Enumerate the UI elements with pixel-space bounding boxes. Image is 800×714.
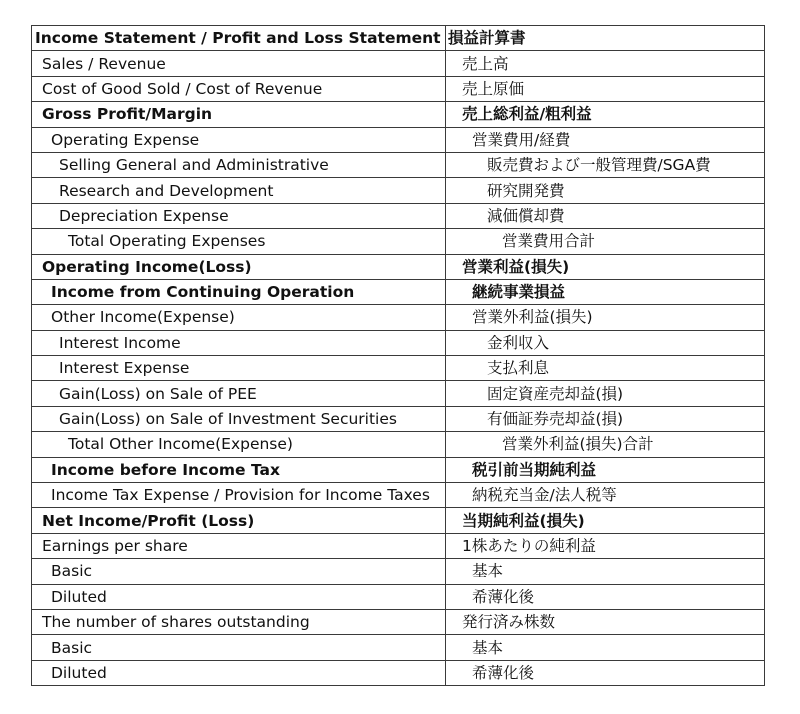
income-statement-sheet — [31, 25, 764, 686]
table-row — [32, 406, 765, 431]
table-row — [32, 254, 765, 279]
income-statement-table — [31, 25, 765, 686]
table-row — [32, 330, 765, 355]
cell-japanese-term[interactable]: 営業費用/経費 — [446, 127, 765, 152]
cell-japanese-term[interactable]: 固定資産売却益(損) — [446, 381, 765, 406]
cell-japanese-term[interactable]: 営業費用合計 — [446, 229, 765, 254]
cell-english-term[interactable]: Total Other Income(Expense) — [32, 432, 446, 457]
cell-english-term[interactable]: Other Income(Expense) — [32, 305, 446, 330]
cell-japanese-term[interactable]: 納税充当金/法人税等 — [446, 483, 765, 508]
cell-english-term[interactable]: Depreciation Expense — [32, 203, 446, 228]
table-header-row — [32, 26, 765, 51]
cell-english-term[interactable]: Selling General and Administrative — [32, 152, 446, 177]
cell-japanese-term[interactable]: 希薄化後 — [446, 660, 765, 685]
table-row — [32, 152, 765, 177]
table-row — [32, 584, 765, 609]
table-row — [32, 457, 765, 482]
table-row — [32, 635, 765, 660]
table-row — [32, 381, 765, 406]
cell-japanese-term[interactable]: 減価償却費 — [446, 203, 765, 228]
table-row — [32, 178, 765, 203]
cell-japanese-term[interactable]: 基本 — [446, 635, 765, 660]
cell-english-term[interactable]: Earnings per share — [32, 533, 446, 558]
cell-english-term[interactable]: Diluted — [32, 584, 446, 609]
cell-japanese-term[interactable]: 売上総利益/粗利益 — [446, 102, 765, 127]
cell-english-term[interactable]: Operating Expense — [32, 127, 446, 152]
table-row — [32, 533, 765, 558]
table-body — [32, 26, 765, 686]
cell-english-term[interactable]: Sales / Revenue — [32, 51, 446, 76]
cell-japanese-term[interactable]: 売上高 — [446, 51, 765, 76]
table-row — [32, 76, 765, 101]
cell-japanese-term[interactable]: 売上原価 — [446, 76, 765, 101]
cell-japanese-term[interactable]: 基本 — [446, 559, 765, 584]
cell-japanese-term[interactable]: 金利収入 — [446, 330, 765, 355]
table-row — [32, 483, 765, 508]
cell-japanese-term[interactable]: 研究開発費 — [446, 178, 765, 203]
cell-english-term[interactable]: Research and Development — [32, 178, 446, 203]
cell-japanese-term[interactable]: 発行済み株数 — [446, 609, 765, 634]
cell-english-term[interactable]: Income from Continuing Operation — [32, 279, 446, 304]
table-row — [32, 203, 765, 228]
table-row — [32, 279, 765, 304]
cell-english-term[interactable]: Gain(Loss) on Sale of Investment Securities — [32, 406, 446, 431]
cell-japanese-term[interactable]: 営業外利益(損失)合計 — [446, 432, 765, 457]
table-row — [32, 127, 765, 152]
cell-english-term[interactable]: Operating Income(Loss) — [32, 254, 446, 279]
table-row — [32, 660, 765, 685]
cell-english-term[interactable]: Total Operating Expenses — [32, 229, 446, 254]
cell-english-term[interactable]: Cost of Good Sold / Cost of Revenue — [32, 76, 446, 101]
cell-japanese-term[interactable]: 当期純利益(損失) — [446, 508, 765, 533]
table-row — [32, 51, 765, 76]
cell-japanese-term[interactable]: 有価証券売却益(損) — [446, 406, 765, 431]
cell-japanese-term[interactable]: 希薄化後 — [446, 584, 765, 609]
cell-japanese-term[interactable]: 販売費および一般管理費/SGA費 — [446, 152, 765, 177]
cell-japanese-term[interactable]: 税引前当期純利益 — [446, 457, 765, 482]
cell-english-term[interactable]: Basic — [32, 559, 446, 584]
table-row — [32, 559, 765, 584]
table-row — [32, 102, 765, 127]
cell-english-term[interactable]: Income Tax Expense / Provision for Income Taxes — [32, 483, 446, 508]
cell-english-term[interactable]: Net Income/Profit (Loss) — [32, 508, 446, 533]
header-cell-english[interactable]: Income Statement / Profit and Loss Statement — [32, 26, 446, 51]
cell-english-term[interactable]: The number of shares outstanding — [32, 609, 446, 634]
cell-japanese-term[interactable]: 支払利息 — [446, 356, 765, 381]
header-cell-japanese[interactable]: 損益計算書 — [446, 26, 765, 51]
cell-japanese-term[interactable]: 営業利益(損失) — [446, 254, 765, 279]
cell-japanese-term[interactable]: 1株あたりの純利益 — [446, 533, 765, 558]
cell-english-term[interactable]: Interest Income — [32, 330, 446, 355]
cell-english-term[interactable]: Gross Profit/Margin — [32, 102, 446, 127]
cell-japanese-term[interactable]: 継続事業損益 — [446, 279, 765, 304]
cell-japanese-term[interactable]: 営業外利益(損失) — [446, 305, 765, 330]
cell-english-term[interactable]: Basic — [32, 635, 446, 660]
table-row — [32, 432, 765, 457]
table-row — [32, 508, 765, 533]
cell-english-term[interactable]: Diluted — [32, 660, 446, 685]
cell-english-term[interactable]: Gain(Loss) on Sale of PEE — [32, 381, 446, 406]
cell-english-term[interactable]: Income before Income Tax — [32, 457, 446, 482]
table-row — [32, 305, 765, 330]
table-row — [32, 356, 765, 381]
table-row — [32, 609, 765, 634]
cell-english-term[interactable]: Interest Expense — [32, 356, 446, 381]
table-row — [32, 229, 765, 254]
